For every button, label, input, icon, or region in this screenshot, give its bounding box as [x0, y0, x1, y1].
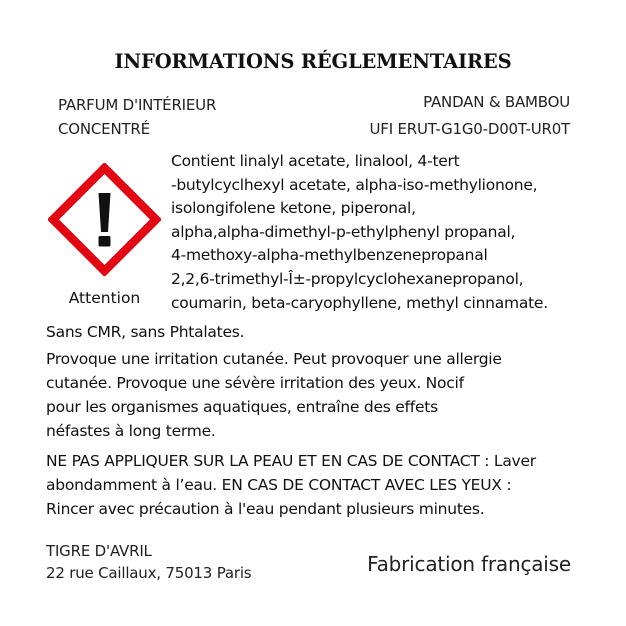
precaution-line: abondamment à l’eau. EN CAS DE CONTACT AVEC LES YEUX : [46, 476, 512, 494]
document-title: INFORMATIONS RÉGLEMENTAIRES [114, 50, 512, 73]
precaution-line: NE PAS APPLIQUER SUR LA PEAU ET EN CAS DE CONTACT : Laver [46, 452, 536, 470]
origin-statement: Fabrication française [367, 552, 571, 576]
composition-line: alpha,alpha-dimethyl-p-ethylphenyl propanal, [171, 222, 516, 241]
precautionary-statements [46, 449, 536, 521]
ufi-code: UFI ERUT-G1G0-D00T-UR0T [369, 120, 570, 138]
cmr-line: Sans CMR, sans Phtalates. [46, 323, 245, 341]
hazard-line: cutanée. Provoque une sévère irritation des yeux. Nocif [46, 374, 464, 392]
composition-line: isolongifolene ketone, piperonal, [171, 199, 416, 218]
hazard-statements [46, 347, 502, 443]
precaution-line: Rincer avec précaution à l'eau pendant plusieurs minutes. [46, 500, 485, 518]
composition-text [171, 150, 548, 315]
composition-line: 4-methoxy-alpha-methylbenzenepropanal [171, 246, 488, 265]
company-name: TIGRE D'AVRIL [46, 542, 152, 560]
signal-word: Attention [68, 289, 141, 307]
cmr-statement [46, 320, 244, 344]
exclamation-mark-pictogram-icon [48, 163, 161, 276]
product-type-line: PARFUM D'INTÉRIEUR [58, 96, 217, 114]
product-name: PANDAN & BAMBOU [423, 93, 570, 111]
company-info [46, 540, 251, 584]
hazard-line: pour les organismes aquatiques, entraîne des effets [46, 398, 438, 416]
product-type-line: CONCENTRÉ [58, 120, 150, 138]
product-type [58, 93, 216, 141]
composition-line: coumarin, beta-caryophyllene, methyl cinnamate. [171, 293, 548, 312]
composition-line: -butylcyclhexyl acetate, alpha-iso-methylionone, [171, 175, 538, 194]
hazard-line: Provoque une irritation cutanée. Peut provoquer une allergie [46, 350, 502, 368]
hazard-line: néfastes à long terme. [46, 422, 216, 440]
company-address: 22 rue Caillaux, 75013 Paris [46, 564, 252, 582]
composition-line: 2,2,6-trimethyl-Î±-propylcyclohexanepropanol, [171, 269, 524, 288]
product-identity [369, 89, 570, 143]
composition-line: Contient linalyl acetate, linalool, 4-tert [171, 152, 460, 170]
